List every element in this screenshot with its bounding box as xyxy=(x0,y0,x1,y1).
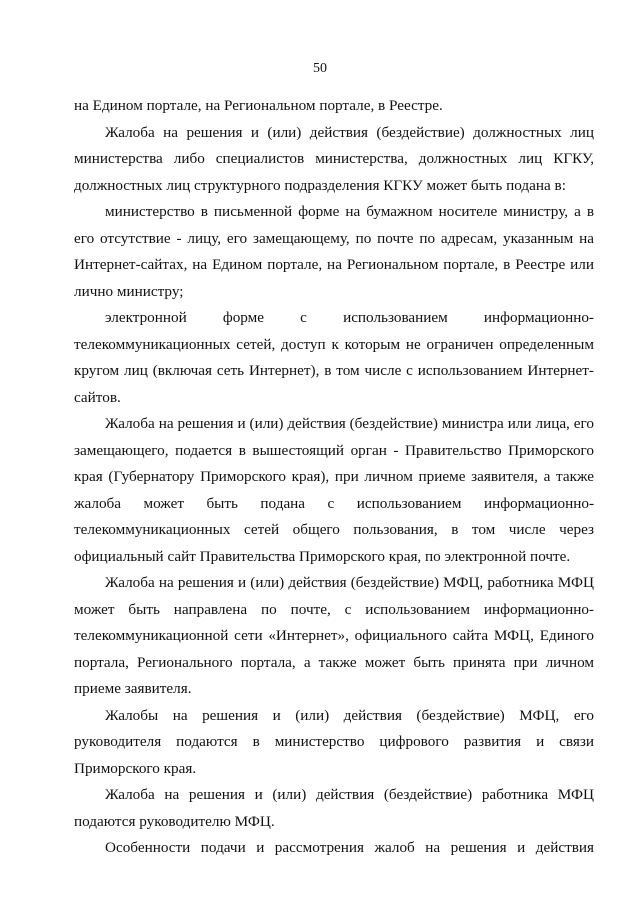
paragraph-complaint-mfc-worker: Жалоба на решения и (или) действия (бездействие) работника МФЦ подаются руководителю МФЦ. xyxy=(74,786,594,830)
paragraph-features-heading: Особенности подачи и рассмотрения жалоб на решения и действия xyxy=(105,839,594,856)
paragraph-written-form: министерство в письменной форме на бумажном носителе министру, а в его отсутствие - лицу, его замещающему, по почте по адресам, указанным на Интернет-сайтах, на Едином портале, на Региональном портале, в Реестре или лично министру; xyxy=(74,203,594,300)
paragraph-electronic-form: электронной форме с использованием информационно-телекоммуникационных сетей, доступ к которым не ограничен определенным кругом лиц (включая сеть Интернет), в том числе с использованием Интернет-сайтов. xyxy=(74,309,594,406)
paragraph-complaint-minister: Жалоба на решения и (или) действия (бездействие) министра или лица, его замещающего, подается в вышестоящий орган - Правительство Приморского края (Губернатору Приморского края), при личном приеме заявителя, а также жалоба может быть подана с использованием информационно-телекоммуникационных сетей общего пользования, в том числе через официальный сайт Правительства Приморского края, по электронной почте. xyxy=(74,415,594,565)
paragraph-continuation: на Едином портале, на Региональном портале, в Реестре. xyxy=(74,97,443,114)
document-body xyxy=(74,93,594,862)
paragraph-complaint-mfc-head: Жалобы на решения и (или) действия (бездействие) МФЦ, его руководителя подаются в министерство цифрового развития и связи Приморского края. xyxy=(74,706,594,777)
paragraph-complaint-ministry-officials: Жалоба на решения и (или) действия (бездействие) должностных лиц министерства либо специалистов министерства, должностных лиц КГКУ, должностных лиц структурного подразделения КГКУ может быть подана в: xyxy=(74,123,594,194)
paragraph-complaint-mfc: Жалоба на решения и (или) действия (бездействие) МФЦ, работника МФЦ может быть направлена по почте, с использованием информационно-телекоммуникационной сети «Интернет», официального сайта МФЦ, Единого портала, Регионального портала, а также может быть принята при личном приеме заявителя. xyxy=(74,574,594,697)
page-number: 50 xyxy=(313,61,327,76)
